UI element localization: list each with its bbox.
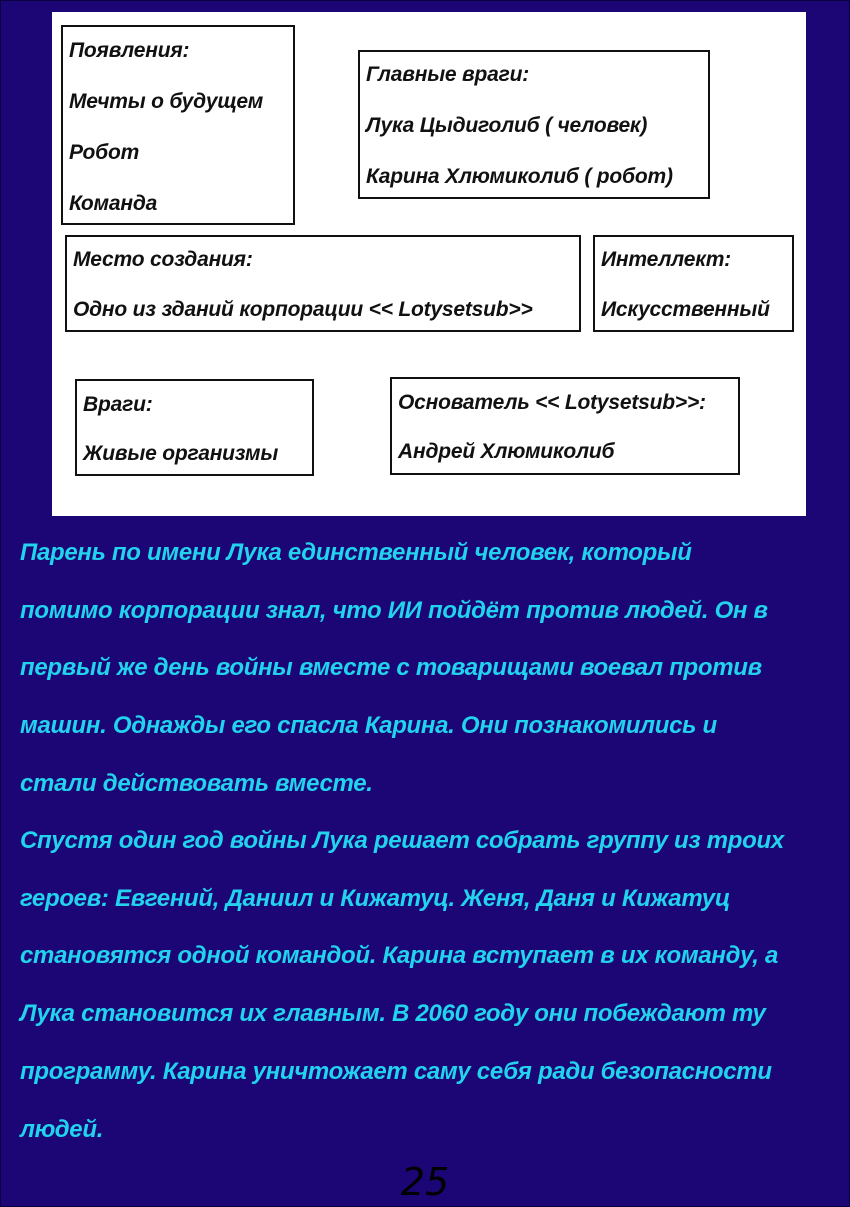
story-paragraph-1 [20,524,830,813]
story-paragraph-2 [20,812,830,1158]
story-line: Спустя один год войны Лука решает собрать группу из троих [20,827,784,854]
appearance-item: Робот [69,141,140,164]
place-title: Место создания: [73,248,253,271]
story-line: стали действовать вместе. [20,769,373,797]
main-enemies-title: Главные враги: [366,63,530,86]
intellect-value: Искусственный [601,298,770,321]
appearances-title: Появления: [69,39,190,62]
story-line: помимо корпорации знал, что ИИ пойдёт против людей. Он в [20,596,768,624]
story-line: машин. Однажды его спасла Карина. Они познакомились и [20,712,717,740]
main-enemy-item: Лука Цыдиголиб ( человек) [366,114,648,137]
story-line: становятся одной командой. Карина вступает в их команду, а [20,942,779,970]
enemies-box [75,379,314,476]
intellect-title: Интеллект: [601,248,731,271]
intellect-box [593,235,794,332]
story-line: людей. [20,1115,104,1143]
place-of-creation-box [65,235,581,332]
character-info-panel [52,12,806,516]
story-line: Лука становится их главным. В 2060 году они побеждают ту [20,1000,766,1028]
appearances-box [61,25,295,225]
page-number: 25 [400,1160,450,1204]
main-enemies-box [358,50,710,199]
story-line: героев: Евгений, Даниил и Кижатуц. Женя, Даня и Кижатуц [20,884,731,912]
founder-value: Андрей Хлюмиколиб [398,440,615,463]
story-line: Парень по имени Лука единственный человек, который [20,539,692,566]
story-line: программу. Карина уничтожает саму себя ради безопасности [20,1057,772,1085]
place-value: Одно из зданий корпорации << Lotysetsub>> [73,298,533,321]
enemies-value: Живые организмы [83,442,279,465]
story-line: первый же день войны вместе с товарищами воевал против [20,654,762,682]
founder-title: Основатель << Lotysetsub>>: [398,391,706,414]
founder-box [390,377,740,475]
appearance-item: Команда [69,192,158,215]
enemies-title: Враги: [83,393,153,416]
main-enemy-item: Карина Хлюмиколиб ( робот) [366,165,673,188]
appearance-item: Мечты о будущем [69,90,264,113]
